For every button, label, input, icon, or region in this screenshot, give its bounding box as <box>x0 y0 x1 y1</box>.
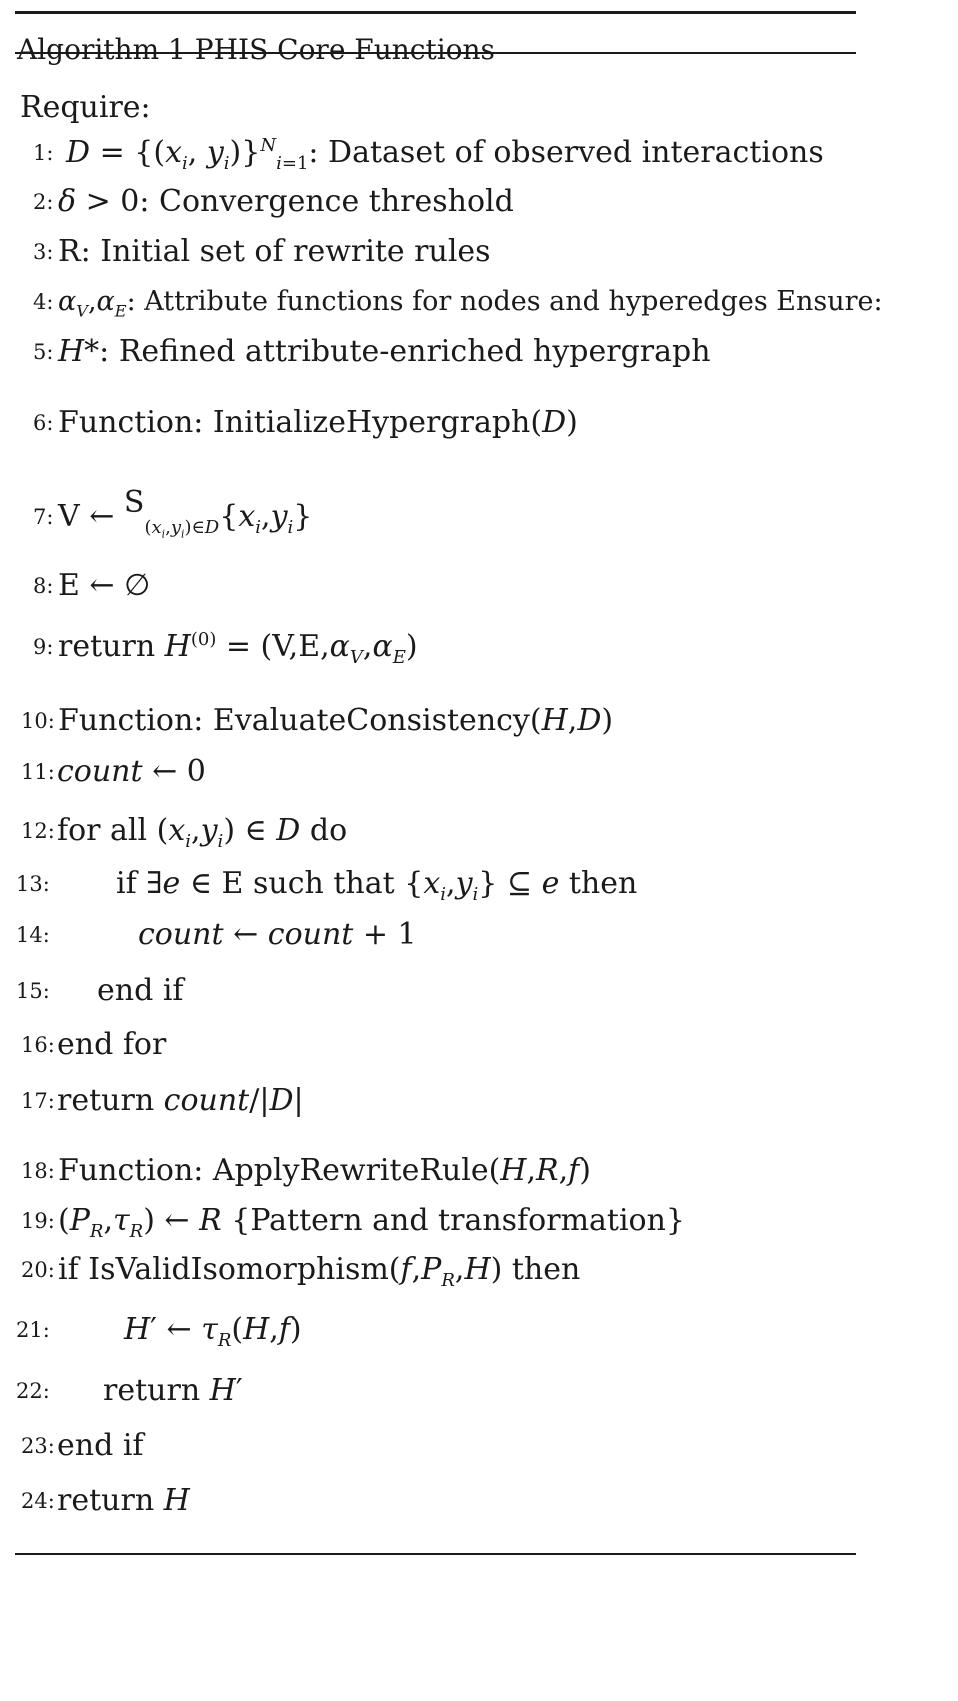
line-text: for all $(x_i,y_i)$ ∈ D do <box>57 813 348 852</box>
line-number: 2: <box>33 190 54 214</box>
line-number: 24: <box>21 1489 55 1513</box>
line-number: 4: <box>33 290 54 314</box>
line-text: return H <box>57 1483 190 1518</box>
line-text: end if <box>57 1428 144 1463</box>
line-number: 10: <box>21 709 55 733</box>
line-number: 19: <box>21 1209 55 1233</box>
line-number: 15: <box>16 979 50 1003</box>
line-text: Function: EvaluateConsistency(H,D) <box>58 703 614 738</box>
line-number: 18: <box>21 1159 55 1183</box>
require-label: Require: <box>20 90 151 125</box>
line-number: 14: <box>16 923 50 947</box>
line-text: δ > 0: Convergence threshold <box>58 184 514 219</box>
line-text: return $H^{(0)} = (V,E,\alpha_V,\alpha_E)$ <box>58 629 418 668</box>
line-text: R: Initial set of rewrite rules <box>58 234 491 269</box>
line-text: $\alpha_V,\alpha_E$: Attribute functions for nodes and hyperedges Ensure: <box>58 286 883 321</box>
top-rule <box>15 11 856 14</box>
line-text: if ∃e ∈ E such that $\{x_i,y_i\}$ ⊆ e then <box>116 866 638 905</box>
line-number: 3: <box>33 240 54 264</box>
line-text: H′ ← $\tau_R(H,f)$ <box>124 1312 302 1351</box>
line-number: 6: <box>33 411 54 435</box>
line-text: $D = \{(x_i$, $y_i)\}^N_{i=1}$: Dataset of observed interactions <box>66 135 824 174</box>
line-number: 13: <box>16 872 50 896</box>
caption-rule <box>15 52 856 54</box>
line-text: E ← ∅ <box>58 568 151 603</box>
line-text: end if <box>97 973 184 1008</box>
line-number: 11: <box>21 760 55 784</box>
line-text: end for <box>57 1027 167 1062</box>
line-number: 20: <box>21 1258 55 1282</box>
line-number: 8: <box>33 574 54 598</box>
line-text: Function: ApplyRewriteRule(H,R,f) <box>58 1153 591 1188</box>
line-text: $(P_R,\tau_R)$ ← R {Pattern and transformation} <box>58 1203 686 1242</box>
algorithm-caption: Algorithm 1 PHIS Core Functions <box>17 33 495 66</box>
line-number: 1: <box>33 141 54 165</box>
line-text: V ← $S_{(x_i,y_i)\in D}\{x_i,y_i\}$ <box>58 485 313 541</box>
line-text: count ← count + 1 <box>138 917 417 952</box>
line-text: H*: Refined attribute-enriched hypergraph <box>58 334 711 369</box>
line-text: return H′ <box>103 1373 243 1408</box>
bottom-rule <box>15 1553 856 1555</box>
line-text: if $IsValidIsomorphism(f,P_R,H)$ then <box>58 1252 581 1291</box>
line-number: 7: <box>33 505 54 529</box>
line-number: 16: <box>21 1033 55 1057</box>
line-number: 5: <box>33 340 54 364</box>
line-number: 17: <box>21 1089 55 1113</box>
line-number: 12: <box>21 819 55 843</box>
line-text: count ← 0 <box>57 754 206 789</box>
line-text: Function: InitializeHypergraph(D) <box>58 405 578 440</box>
line-text: return count/|D| <box>57 1083 304 1118</box>
line-number: 21: <box>16 1318 50 1342</box>
line-number: 22: <box>16 1379 50 1403</box>
line-number: 23: <box>21 1434 55 1458</box>
line-number: 9: <box>33 635 54 659</box>
